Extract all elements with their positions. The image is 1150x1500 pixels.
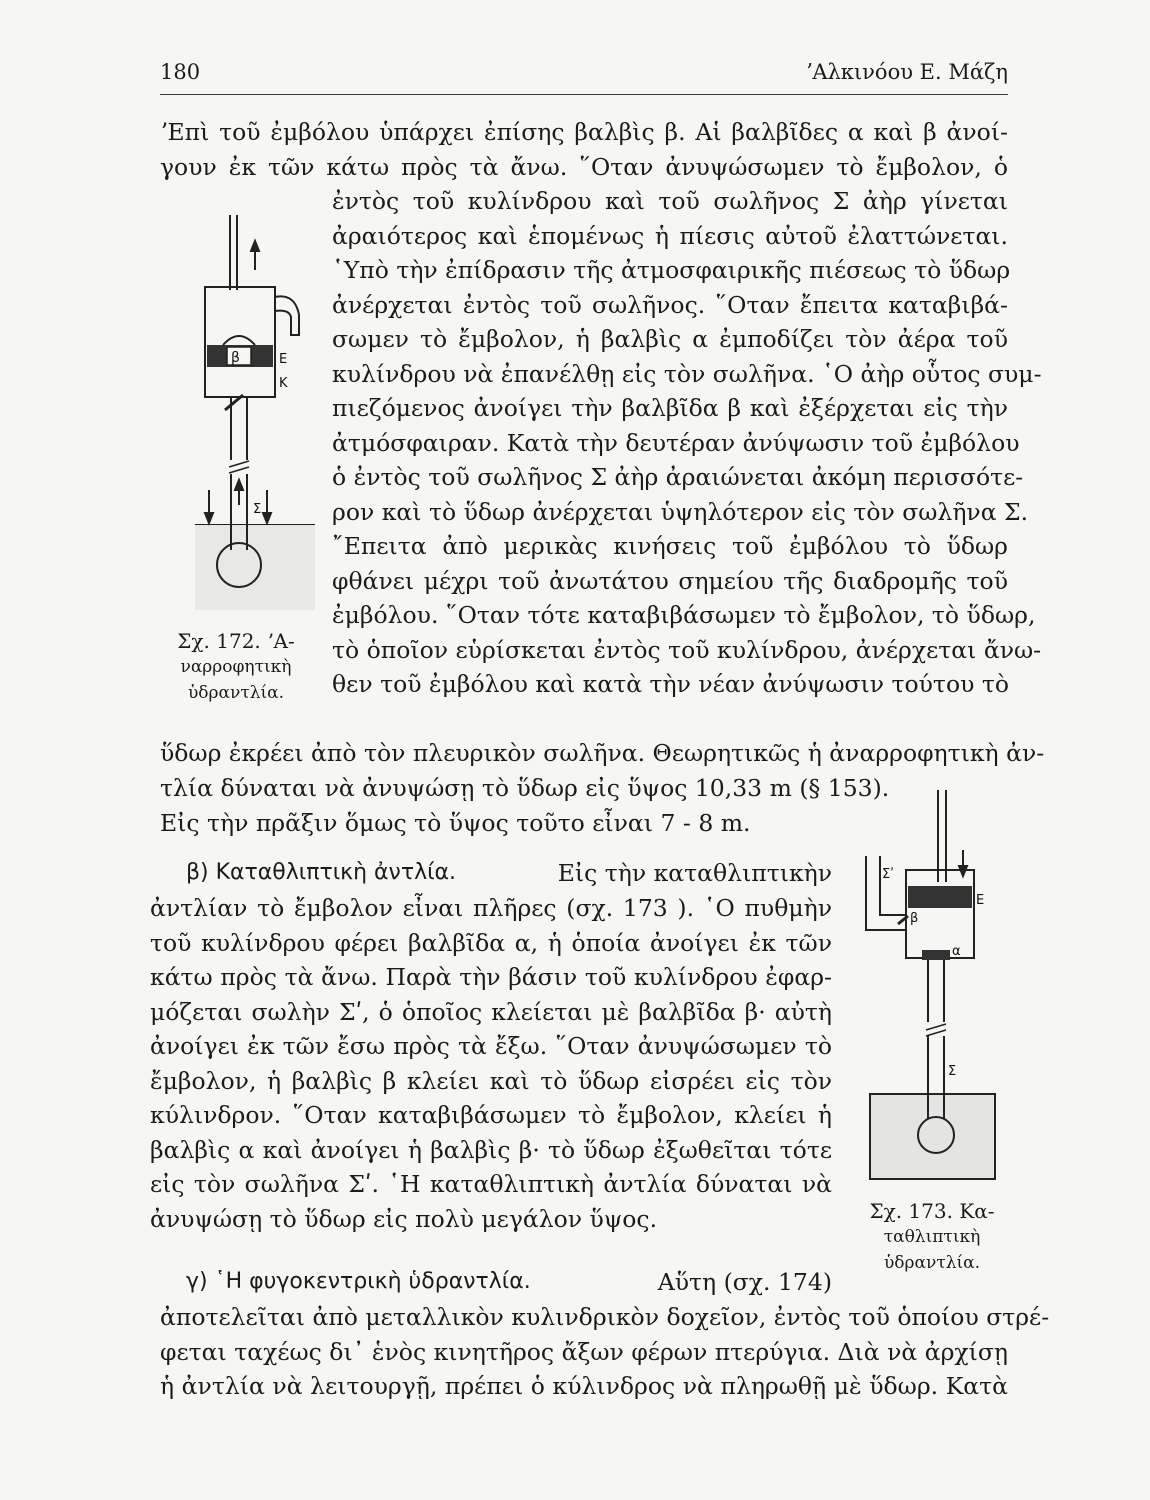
label-pipe: Σ <box>948 1064 957 1079</box>
text-line: ὕδωρ ἐκρέει ἀπὸ τὸν πλευρικὸν σωλῆνα. Θεωρητικῶς ἡ ἀναρροφητικὴ ἀν- <box>160 739 1045 767</box>
text-line: Εἰς τὴν καταθλιπτικὴν <box>557 859 832 887</box>
text-line: ἀραιότερος καὶ ἑπομένως ἡ πίεσις αὐτοῦ ἐλαττώνεται. <box>332 221 1008 250</box>
paragraph-c-body <box>160 1300 1050 1404</box>
section-heading-c: γ) ῾Η φυγοκεντρικὴ ὑδραντλία. <box>186 1269 531 1294</box>
text-line: φεται ταχέως δι᾿ ἑνὸς κινητῆρος ἄξων φέρων πτερύγια. Διὰ νὰ ἀρχίσῃ <box>160 1337 1008 1366</box>
paragraph-a-end <box>160 771 890 840</box>
text-line: κύλινδρον. ῞Οταν καταβιβάσωμεν τὸ ἔμβολον, κλείει ἡ <box>150 1101 832 1129</box>
label-side-pipe: Σʹ <box>882 867 894 882</box>
text-line: ἡ ἀντλία νὰ λειτουργῇ, πρέπει ὁ κύλινδρος νὰ πληρωθῇ μὲ ὕδωρ. Κατὰ <box>160 1372 1008 1400</box>
text-line: ρον καὶ τὸ ὕδωρ ἀνέρχεται ὑψηλότερον εἰς τὸν σωλῆνα Σ. <box>332 497 1029 526</box>
text-line: βαλβὶς α καὶ ἀνοίγει ἡ βαλβὶς β· τὸ ὕδωρ ἐξωθεῖται τότε <box>150 1135 832 1164</box>
piston-shape <box>908 886 972 908</box>
paragraph-b-first-line <box>186 856 832 891</box>
caption-line: ταθλιπτικὴ <box>883 1227 981 1247</box>
text-line: κυλίνδρου νὰ ἐπανέλθῃ εἰς τὸν σωλῆνα. ῾Ο ἀὴρ οὗτος συμ- <box>332 359 1042 388</box>
running-title: ʼΑλκινόου Ε. Μάζη <box>805 60 1008 84</box>
paragraph-a-wrap <box>332 184 1042 702</box>
caption-number: Σχ. 172. ʼΑ- <box>177 629 295 653</box>
text-line: ἀποτελεῖται ἀπὸ μεταλλικὸν κυλινδρικὸν δοχεῖον, ἐντὸς τοῦ ὁποίου στρέ- <box>160 1303 1050 1331</box>
figure-173-caption <box>848 1198 1016 1276</box>
text-line: ἐμβόλου. ῞Οταν τότε καταβιβάσωμεν τὸ ἔμβολον, τὸ ὕδωρ, <box>332 601 1036 629</box>
text-line: ἀντλίαν τὸ ἔμβολον εἶναι πλῆρες (σχ. 173 ). ῾Ο πυθμὴν <box>150 894 832 922</box>
text-line: ʼΕπὶ τοῦ ἐμβόλου ὑπάρχει ἐπίσης βαλβὶς β. Αἱ βαλβῖδες α καὶ β ἀνοί- <box>160 118 1008 146</box>
text-line: ἀτμόσφαιραν. Κατὰ τὴν δευτέραν ἀνύψωσιν τοῦ ἐμβόλου <box>332 428 1020 457</box>
text-line: εἰς τὸν σωλῆνα Σʹ. ῾Η καταθλιπτικὴ ἀντλία δύναται νὰ <box>150 1170 832 1198</box>
paragraph-c-first-line <box>186 1265 832 1300</box>
text-line: σωμεν τὸ ἔμβολον, ἡ βαλβὶς α ἐμποδίζει τὸν ἀέρα τοῦ <box>332 325 1008 353</box>
page-number: 180 <box>160 60 201 84</box>
page-header <box>160 58 1008 95</box>
caption-number: Σχ. 173. Κα- <box>869 1199 995 1223</box>
text-line: θεν τοῦ ἐμβόλου καὶ κατὰ τὴν νέαν ἀνύψωσιν τούτου τὸ <box>332 670 1009 698</box>
caption-line: ναρροφητικὴ <box>180 657 292 677</box>
caption-line: ὑδραντλία. <box>187 683 285 703</box>
label-pipe: Σ <box>253 502 262 517</box>
paragraph-a-bottom <box>160 736 1045 771</box>
text-line: φθάνει μέχρι τοῦ ἀνωτάτου σημείου τῆς διαδρομῆς τοῦ <box>332 566 1008 595</box>
label-valve-a: α <box>952 944 961 959</box>
label-valve-b: β <box>231 350 240 366</box>
text-line: Αὕτη (σχ. 174) <box>657 1268 832 1296</box>
paragraph-a-top <box>160 115 1008 184</box>
text-line: Εἰς τὴν πρᾶξιν ὅμως τὸ ὕψος τοῦτο εἶναι 7 - 8 m. <box>160 808 751 837</box>
text-line: ἐντὸς τοῦ κυλίνδρου καὶ τοῦ σωλῆνος Σ ἀὴρ γίνεται <box>332 187 1008 215</box>
figure-172-caption <box>152 628 320 706</box>
paragraph-b-body <box>150 891 832 1236</box>
text-line: ῾Υπὸ τὴν ἐπίδρασιν τῆς ἀτμοσφαιρικῆς πιέσεως τὸ ὕδωρ <box>332 256 1011 284</box>
text-line: πιεζόμενος ἀνοίγει τὴν βαλβῖδα β καὶ ἐξέρχεται εἰς τὴν <box>332 394 1008 422</box>
figure-173-force-pump <box>860 790 1000 1185</box>
figure-172-suction-pump <box>195 215 315 615</box>
text-line: γουν ἐκ τῶν κάτω πρὸς τὰ ἄνω. ῞Οταν ἀνυψώσωμεν τὸ ἔμβολον, ὁ <box>160 152 1008 181</box>
text-line: τὸ ὁποῖον εὑρίσκεται ἐντὸς τοῦ κυλίνδρου, ἀνέρχεται ἄνω- <box>332 635 1042 664</box>
text-line: ἀνέρχεται ἐντὸς τοῦ σωλῆνος. ῞Οταν ἔπειτα καταβιβά- <box>332 290 1008 319</box>
section-heading-b: β) Καταθλιπτικὴ ἀντλία. <box>186 860 457 885</box>
text-line: κάτω πρὸς τὰ ἄνω. Παρὰ τὴν βάσιν τοῦ κυλίνδρου ἐφαρ- <box>150 963 832 991</box>
text-line: ῎Επειτα ἀπὸ μερικὰς κινήσεις τοῦ ἐμβόλου τὸ ὕδωρ <box>332 532 1008 560</box>
text-line: ἀνυψώσῃ τὸ ὕδωρ εἰς πολὺ μεγάλον ὕψος. <box>150 1204 658 1233</box>
label-piston: Ε <box>976 893 985 908</box>
text-line: ἀνοίγει ἐκ τῶν ἔσω πρὸς τὰ ἔξω. ῞Οταν ἀνυψώσωμεν τὸ <box>150 1032 832 1060</box>
caption-line: ὑδραντλία. <box>883 1253 981 1273</box>
text-line: τοῦ κυλίνδρου φέρει βαλβῖδα α, ἡ ὁποία ἀνοίγει ἐκ τῶν <box>150 928 832 957</box>
text-line: τλία δύναται νὰ ἀνυψώσῃ τὸ ὕδωρ εἰς ὕψος 10,33 m (§ 153). <box>160 774 890 802</box>
text-line: μόζεται σωλὴν Σʹ, ὁ ὁποῖος κλείεται μὲ βαλβῖδα β· αὐτὴ <box>150 997 832 1026</box>
text-line: ὁ ἐντὸς τοῦ σωλῆνος Σ ἀὴρ ἀραιώνεται ἀκόμη περισσότε- <box>332 463 1024 491</box>
label-piston: Ε <box>279 352 288 367</box>
text-line: ἔμβολον, ἡ βαλβὶς β κλείει καὶ τὸ ὕδωρ εἰσρέει εἰς τὸν <box>150 1066 832 1095</box>
label-cylinder: Κ <box>279 376 288 391</box>
label-valve-b: β <box>910 911 919 926</box>
